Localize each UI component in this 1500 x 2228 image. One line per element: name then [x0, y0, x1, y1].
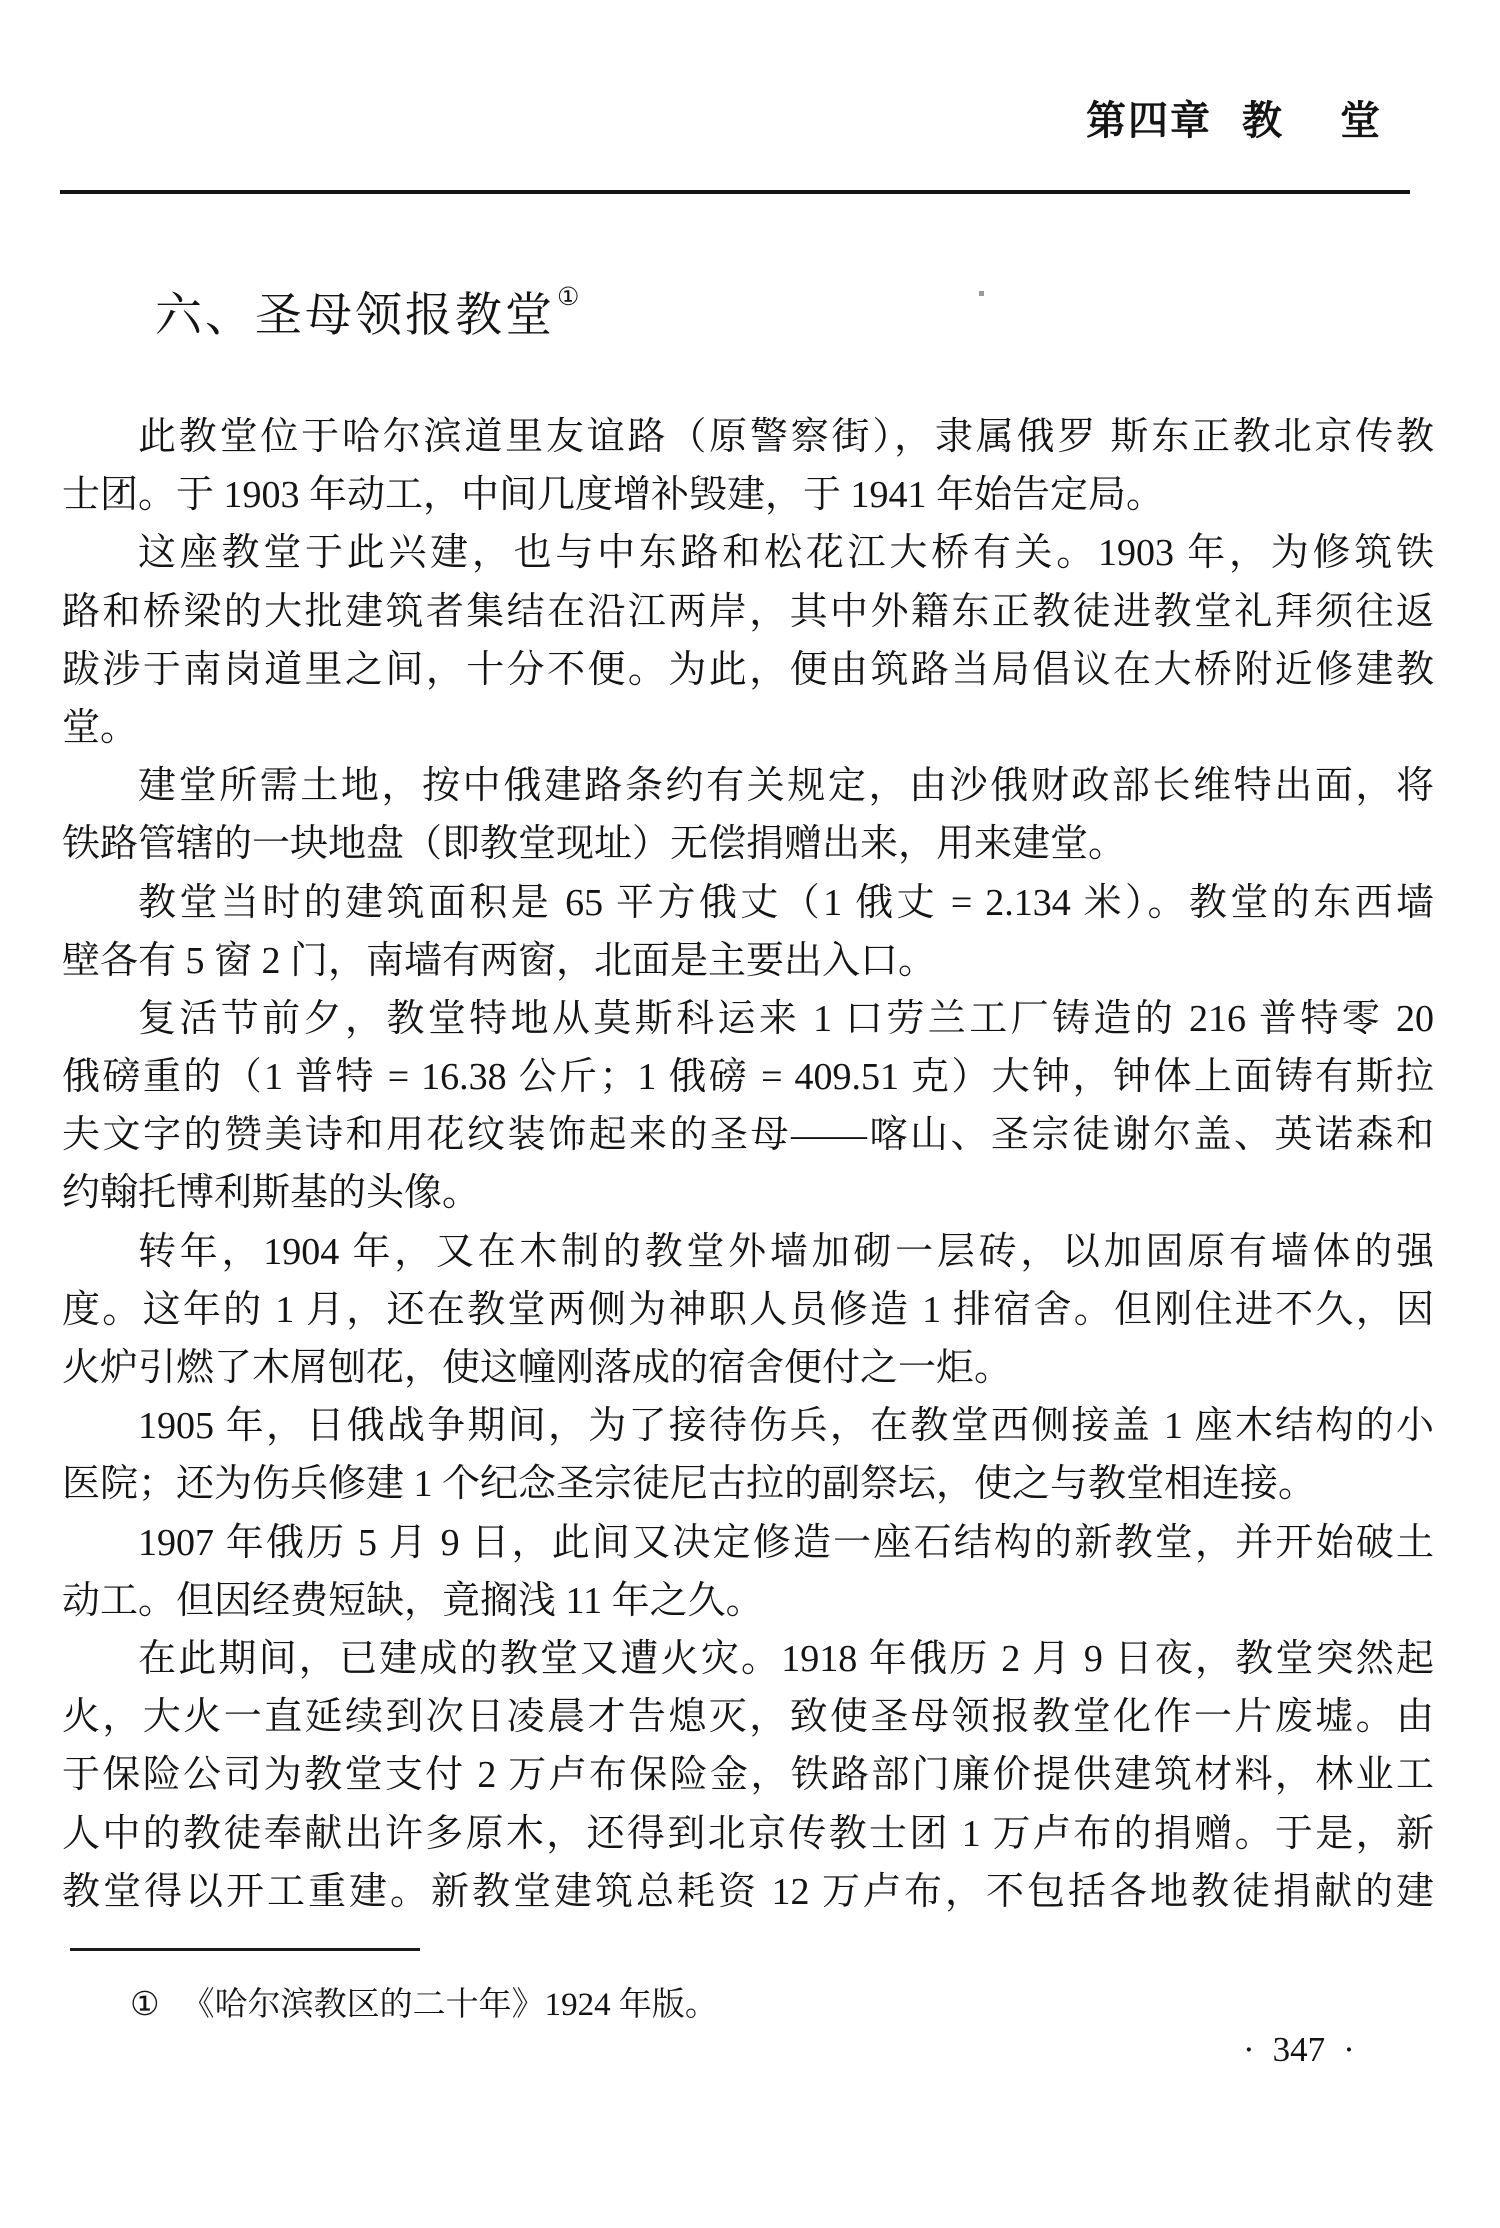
text-line: 这座教堂于此兴建，也与中东路和松花江大桥有关。1903 年，为修筑铁 [138, 532, 1434, 575]
chapter-number: 第四章 [1086, 99, 1212, 143]
text-line: 此教堂位于哈尔滨道里友谊路（原警察街），隶属俄罗 斯东正教北京传教 [138, 416, 1434, 458]
text-line: 俄磅重的（1 普特 = 16.38 公斤；1 俄磅 = 409.51 克）大钟，钟体上面铸有斯拉 [62, 1056, 1434, 1099]
footnote-text: 《哈尔滨教区的二十年》1924 年版。 [181, 1987, 718, 2023]
scan-artifact-dot [979, 291, 984, 296]
footnote-marker: ① [130, 1987, 160, 2023]
text-line: 医院；还为伤兵修建 1 个纪念圣宗徒尼古拉的副祭坛，使之与教堂相连接。 [62, 1463, 1317, 1506]
text-line: 火炉引燃了木屑刨花，使这幢刚落成的宿舍便付之一炬。 [62, 1347, 1013, 1389]
paragraph [62, 524, 1434, 757]
chapter-title-char-1: 教 [1242, 99, 1284, 143]
page-number [1243, 2030, 1355, 2070]
footnote-rule [70, 1948, 420, 1951]
section-title-text: 六、圣母领报教堂 [155, 290, 555, 342]
text-line: 铁路管辖的一块地盘（即教堂现址）无偿捐赠出来，用来建堂。 [62, 823, 1127, 866]
text-line: 教堂当时的建筑面积是 65 平方俄丈（1 俄丈 = 2.134 米）。教堂的东西墙 [138, 881, 1434, 924]
text-line: 转年，1904 年，又在木制的教堂外墙加砌一层砖，以加固原有墙体的强 [138, 1230, 1434, 1273]
text-line: 1905 年，日俄战争期间，为了接待伤兵，在教堂西侧接盖 1 座木结构的小 [138, 1405, 1434, 1448]
text-line: 教堂得以开工重建。新教堂建筑总耗资 12 万卢布，不包括各地教徒捐献的建 [62, 1870, 1434, 1913]
text-line: 建堂所需土地，按中俄建路条约有关规定，由沙俄财政部长维特出面，将 [138, 765, 1434, 808]
paragraph [62, 990, 1434, 1223]
running-header [1086, 98, 1382, 144]
text-line: 复活节前夕，教堂特地从莫斯科运来 1 口劳兰工厂铸造的 216 普特零 20 [138, 997, 1434, 1040]
text-line: 堂。 [62, 706, 139, 749]
page-number-value: 347 [1272, 2030, 1326, 2069]
text-line: 于保险公司为教堂支付 2 万卢布保险金，铁路部门廉价提供建筑材料，林业工 [62, 1754, 1434, 1797]
text-line: 动工。但因经费短缺，竟搁浅 11 年之久。 [62, 1579, 764, 1622]
paragraph [62, 1223, 1434, 1398]
page-number-left-dot: · [1243, 2030, 1255, 2069]
text-line: 1907 年俄历 5 月 9 日，此间又决定修造一座石结构的新教堂，并开始破土 [138, 1521, 1434, 1564]
paragraph [62, 408, 1434, 524]
header-rule [60, 190, 1410, 194]
paragraph [62, 1397, 1434, 1513]
paragraph [62, 757, 1434, 873]
text-line: 火，大火一直延续到次日凌晨才告熄灭，致使圣母领报教堂化作一片废墟。由 [62, 1696, 1434, 1739]
text-line: 约翰托博利斯基的头像。 [62, 1172, 481, 1215]
text-line: 在此期间，已建成的教堂又遭火灾。1918 年俄历 2 月 9 日夜，教堂突然起 [138, 1637, 1434, 1680]
text-line: 壁各有 5 窗 2 门，南墙有两窗，北面是主要出入口。 [62, 939, 937, 982]
section-title [155, 286, 579, 346]
text-line: 夫文字的赞美诗和用花纹装饰起来的圣母——喀山、圣宗徒谢尔盖、英诺森和 [62, 1114, 1434, 1157]
footnote-ref-mark: ① [557, 284, 580, 311]
paragraph [62, 1514, 1434, 1630]
paragraph [62, 1630, 1434, 1921]
text-line: 度。这年的 1 月，还在教堂两侧为神职人员修造 1 排宿舍。但刚住进不久，因 [62, 1288, 1434, 1331]
text-line: 跋涉于南岗道里之间，十分不便。为此，便由筑路当局倡议在大桥附近修建教 [62, 648, 1434, 691]
body-text [62, 408, 1434, 1921]
page-number-right-dot: · [1343, 2030, 1355, 2069]
paragraph [62, 874, 1434, 990]
text-line: 人中的教徒奉献出许多原木，还得到北京传教士团 1 万卢布的捐赠。于是，新 [62, 1812, 1434, 1855]
text-line: 路和桥梁的大批建筑者集结在沿江两岸，其中外籍东正教徒进教堂礼拜须往返 [62, 590, 1434, 633]
chapter-title-char-2: 堂 [1340, 99, 1382, 143]
footnote [130, 1983, 718, 2027]
text-line: 士团。于 1903 年动工，中间几度增补毁建，于 1941 年始告定局。 [62, 474, 1165, 517]
